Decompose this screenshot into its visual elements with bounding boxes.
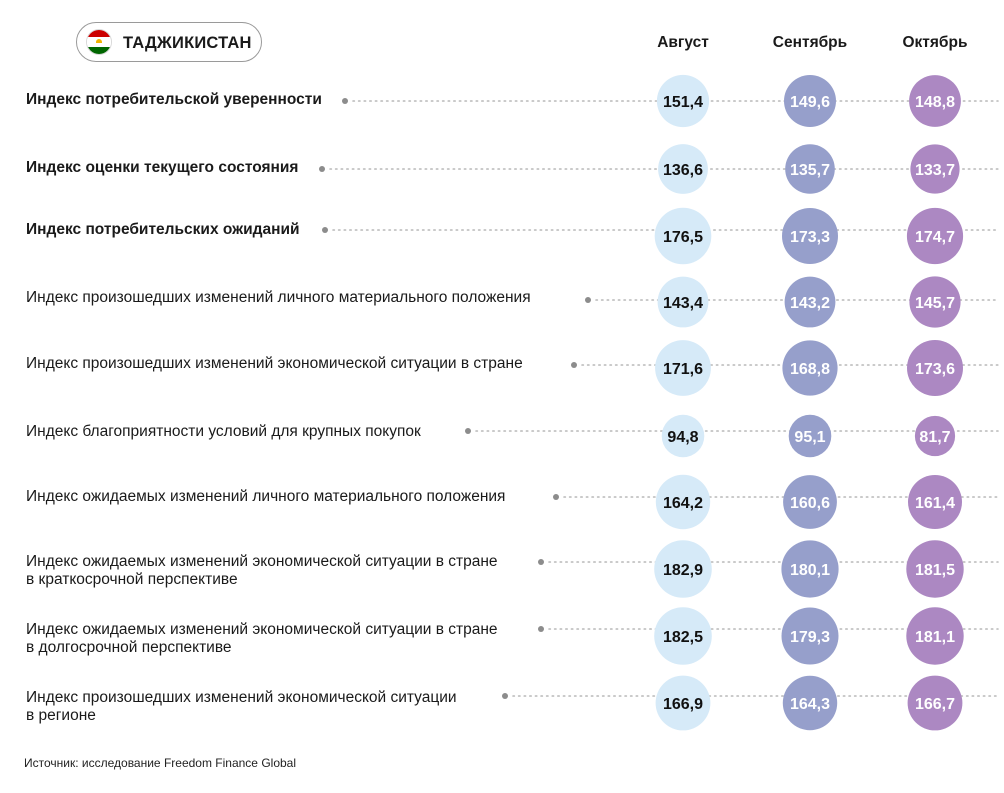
row-label-9: [26, 621, 566, 657]
value-label-october: 148,8: [914, 94, 956, 111]
value-label-august: 94,8: [667, 429, 699, 446]
row-label-line: Индекс ожидаемых изменений личного материального положения: [26, 488, 506, 505]
value-label-september: 135,7: [789, 162, 831, 179]
row-label-4: [26, 289, 566, 307]
value-label-august: 166,9: [662, 696, 704, 713]
value-label-october: 133,7: [914, 162, 956, 179]
row-label-line: Индекс ожидаемых изменений экономической ситуации в стране: [26, 553, 498, 570]
value-label-september: 164,3: [789, 696, 831, 713]
row-label-8: [26, 553, 566, 589]
value-label-september: 149,6: [789, 94, 831, 111]
country-title: ТАДЖИКИСТАН: [123, 34, 252, 52]
column-header-august: Август: [657, 34, 709, 51]
row-label-line: Индекс благоприятности условий для крупных покупок: [26, 423, 421, 440]
value-label-september: 95,1: [794, 429, 826, 446]
value-label-october: 181,1: [914, 629, 956, 646]
value-label-october: 81,7: [919, 429, 951, 446]
row-label-line: Индекс оценки текущего состояния: [26, 159, 299, 176]
value-label-august: 143,4: [662, 295, 704, 312]
row-label-line: в краткосрочной перспективе: [26, 571, 238, 588]
value-label-october: 161,4: [914, 495, 956, 512]
row-label-line: Индекс потребительских ожиданий: [26, 221, 300, 238]
row-label-10: [26, 689, 566, 725]
value-label-october: 166,7: [914, 696, 956, 713]
value-label-august: 176,5: [662, 229, 704, 246]
row-label-2: [26, 159, 566, 177]
row-label-1: [26, 91, 566, 109]
row-label-line: в регионе: [26, 707, 96, 724]
row-label-line: Индекс ожидаемых изменений экономической ситуации в стране: [26, 621, 498, 638]
value-label-october: 173,6: [914, 361, 956, 378]
row-label-line: Индекс произошедших изменений экономической ситуации в стране: [26, 355, 523, 372]
row-label-6: [26, 423, 566, 441]
value-label-october: 145,7: [914, 295, 956, 312]
value-label-august: 164,2: [662, 495, 704, 512]
value-label-august: 182,9: [662, 562, 704, 579]
row-label-5: [26, 355, 566, 373]
row-label-line: Индекс произошедших изменений личного материального положения: [26, 289, 531, 306]
value-label-september: 160,6: [789, 495, 831, 512]
row-label-line: в долгосрочной перспективе: [26, 639, 232, 656]
value-label-september: 179,3: [789, 629, 831, 646]
value-label-august: 171,6: [662, 361, 704, 378]
tajikistan-flag-icon: [87, 30, 111, 54]
column-header-october: Октябрь: [902, 34, 968, 51]
column-header-september: Сентябрь: [772, 34, 848, 51]
row-label-3: [26, 221, 566, 239]
row-bullet: [571, 362, 577, 368]
value-label-august: 182,5: [662, 629, 704, 646]
value-label-october: 174,7: [914, 229, 956, 246]
row-label-line: Индекс произошедших изменений экономической ситуации: [26, 689, 457, 706]
country-badge: [76, 22, 262, 62]
value-label-september: 173,3: [789, 229, 831, 246]
row-label-line: Индекс потребительской уверенности: [26, 91, 322, 108]
value-label-august: 136,6: [662, 162, 704, 179]
row-bullet: [585, 297, 591, 303]
value-label-september: 168,8: [789, 361, 831, 378]
value-label-october: 181,5: [914, 562, 956, 579]
row-label-7: [26, 488, 566, 506]
value-label-september: 143,2: [789, 295, 831, 312]
value-label-august: 151,4: [662, 94, 704, 111]
source-note: Источник: исследование Freedom Finance Global: [24, 756, 297, 770]
value-label-september: 180,1: [789, 562, 831, 579]
